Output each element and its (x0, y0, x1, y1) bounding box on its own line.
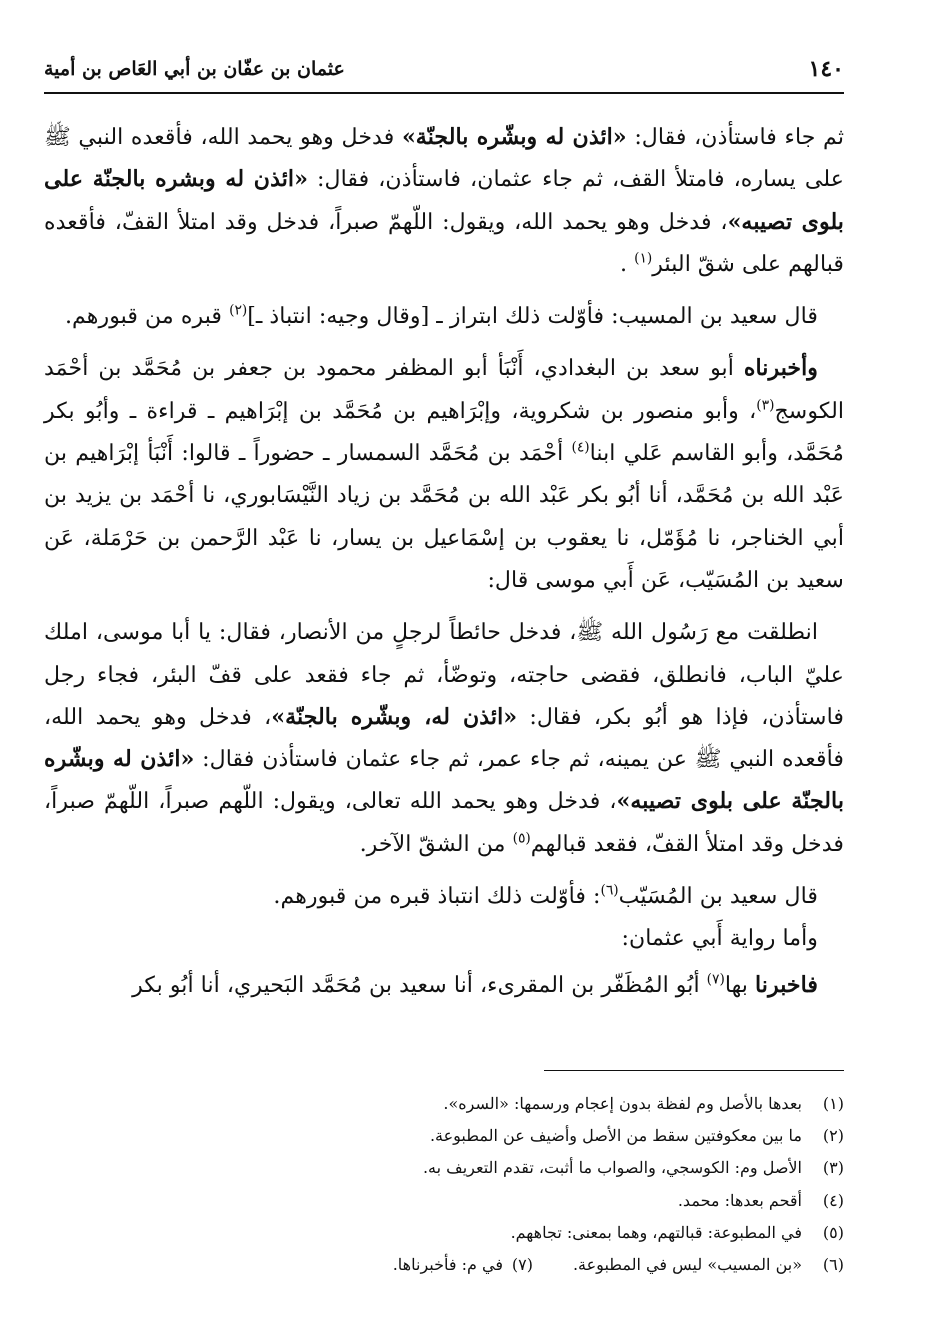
text-run: ، فدخل وهو يحمد الله تعالى، ويقول: اللّهم صبراً، اللّهمّ صبراً، فدخل وقد امتلأ القفّ، فقعد قبالهم (44, 788, 844, 857)
paragraph (44, 347, 844, 601)
footnote-number: (١) (822, 1094, 844, 1113)
footnote-ref: (٧) (706, 971, 725, 988)
footnote-number: (٣) (822, 1158, 844, 1178)
text-run: . (620, 250, 635, 277)
text-run: قال سعيد بن المسيب: فأوّلت ذلك ابتراز ـ [وقال وجيه: انتباذ ـ] (247, 303, 818, 330)
text-run: ثم جاء فاستأذن، فقال: (626, 124, 845, 150)
paragraph (44, 875, 844, 917)
quoted-hadith: «ائذن له، وبشّره بالجنّة» (271, 703, 518, 730)
paragraph (44, 295, 844, 337)
footnote (44, 1088, 844, 1120)
paragraph (44, 917, 844, 959)
text-run: ، فدخل وهو يحمد الله، فأقعده النبي ﷺ عن يمينه، ثم جاء عمر، ثم جاء عثمان فاستأذن فقال: (44, 703, 844, 773)
footnote-text: بعدها بالأصل وم لفظة بدون إعجام ورسمها: «السره». (443, 1094, 802, 1113)
paragraph (44, 964, 844, 1006)
footnote-row (44, 1249, 844, 1281)
footnote-text: «بن المسيب» ليس في المطبوعة. (572, 1255, 802, 1275)
footnote-number: (٧) (511, 1255, 533, 1275)
text-run: انطلقت مع رَسُول الله ﷺ، فدخل حائطاً لرجلٍ من الأنصار، فقال: يا أبا موسى، املك عليّ الباب، فانطلق، فقضى حاجته، وتوضّأ، ثم جاء فقعد على قفّ البئر، فجاء رجل فاستأذن، فإذا هو أبُو بكر، فقال: (44, 619, 844, 730)
paragraph (44, 611, 844, 865)
footnote-ref: (٤) (571, 439, 590, 456)
paragraph (44, 116, 844, 285)
quoted-hadith: «ائذن له وبشّره بالجنّة» (401, 124, 627, 150)
footnote-text: الأصل وم: الكوسجي، والصواب ما أثبت، تقدم التعريف به. (422, 1158, 802, 1178)
footnote-number: (٥) (822, 1222, 844, 1242)
text-run: : فأوّلت ذلك انتباذ قبره من قبورهم. (273, 883, 601, 910)
footnotes (44, 1088, 844, 1281)
footnote-text: أقحم بعدها: محمد. (677, 1190, 802, 1210)
footnote-text: في المطبوعة: قبالتهم، وهما بمعنى: تجاههم. (510, 1222, 802, 1242)
footnote (44, 1185, 844, 1217)
text-run: بها (724, 971, 756, 998)
footnote-ref: (٣) (756, 397, 775, 414)
footnote-ref: (٢) (229, 302, 248, 319)
running-header (44, 56, 844, 94)
footnote (44, 1217, 844, 1249)
quoted-hadith: «ائذن له وبشره بالجنّة على بلوى تصيبه» (44, 166, 844, 235)
footnote-number: (٦) (822, 1255, 844, 1275)
footnote-ref: (٦) (600, 882, 619, 899)
quoted-hadith: «ائذن له وبشّره بالجنّة على بلوى تصيبه» (44, 746, 844, 815)
footnote-divider (544, 1070, 844, 1071)
running-title: عثمان بن عفّان بن أبي العَاص بن أمية (44, 58, 345, 80)
footnote-ref: (٥) (512, 830, 531, 847)
footnote-number: (٤) (822, 1190, 844, 1210)
text-run: أبُو المُظَفّر بن المقرىء، أنا سعيد بن مُحَمَّد البَحيري، أنا أبُو بكر (132, 971, 707, 998)
text-run: ، فدخل وهو يحمد الله، ويقول: اللّهمّ صبراً، فدخل وقد امتلأ القفّ، فأقعده قبالهم على شقّ البئر (44, 208, 844, 277)
text-run: وأما رواية أَبي عثمان: (621, 925, 818, 952)
footnote-text: ما بين معكوفتين سقط من الأصل وأضيف عن المطبوعة. (429, 1126, 802, 1146)
page-number: ١٤٠ (808, 56, 844, 82)
footnote-text: في م: فأخبرناها. (392, 1255, 503, 1275)
footnote-number: (٢) (822, 1126, 844, 1146)
main-text (44, 116, 844, 1016)
text-run: أحْمَد بن مُحَمَّد السمسار ـ حضوراً ـ قالوا: أَنْبَأ إبْرَاهيم بن عَبْد الله بن مُحَمَّد، أنا أبُو بكر عَبْد الله بن مُحَمَّد بن زياد النَّيْسَابوري، نا أحْمَد بن يزيد بن أبي الخناجر، نا مُؤَمّل، نا يعقوب بن إسْمَاعيل بن يسار، نا عَبْد الرَّحمن بن حَرْمَلة، عَن سعيد بن المُسَيّب، عَن أَبي موسى قال: (44, 440, 844, 593)
text-run: أبو سعد بن البغدادي، أَنْبَأ أبو المظفر محمود بن جعفر بن مُحَمَّد بن أحْمَد الكوسج (44, 355, 844, 424)
text-run: من الشقّ الآخر. (359, 830, 513, 857)
text-run: قال سعيد بن المُسَيّب (618, 883, 818, 910)
text-run: فدخل وهو يحمد الله، فأقعده النبي ﷺ على يساره، فامتلأ القف، ثم جاء عثمان، فاستأذن، فقال: (44, 124, 844, 193)
text-run: ، وأبو منصور بن شكروية، وإبْرَاهيم بن مُحَمَّد بن إبْرَاهيم ـ قراءة ـ وأبُو بكر مُحَمَّد، وأبو القاسم عَلي ابنا (44, 397, 844, 467)
footnote (44, 1120, 844, 1152)
footnote-ref: (١) (634, 250, 653, 267)
footnote (44, 1152, 844, 1184)
text-run: قبره من قبورهم. (64, 303, 230, 330)
isnad-lead: وأخبرناه (743, 355, 818, 382)
isnad-lead: فاخبرنا (755, 971, 818, 998)
